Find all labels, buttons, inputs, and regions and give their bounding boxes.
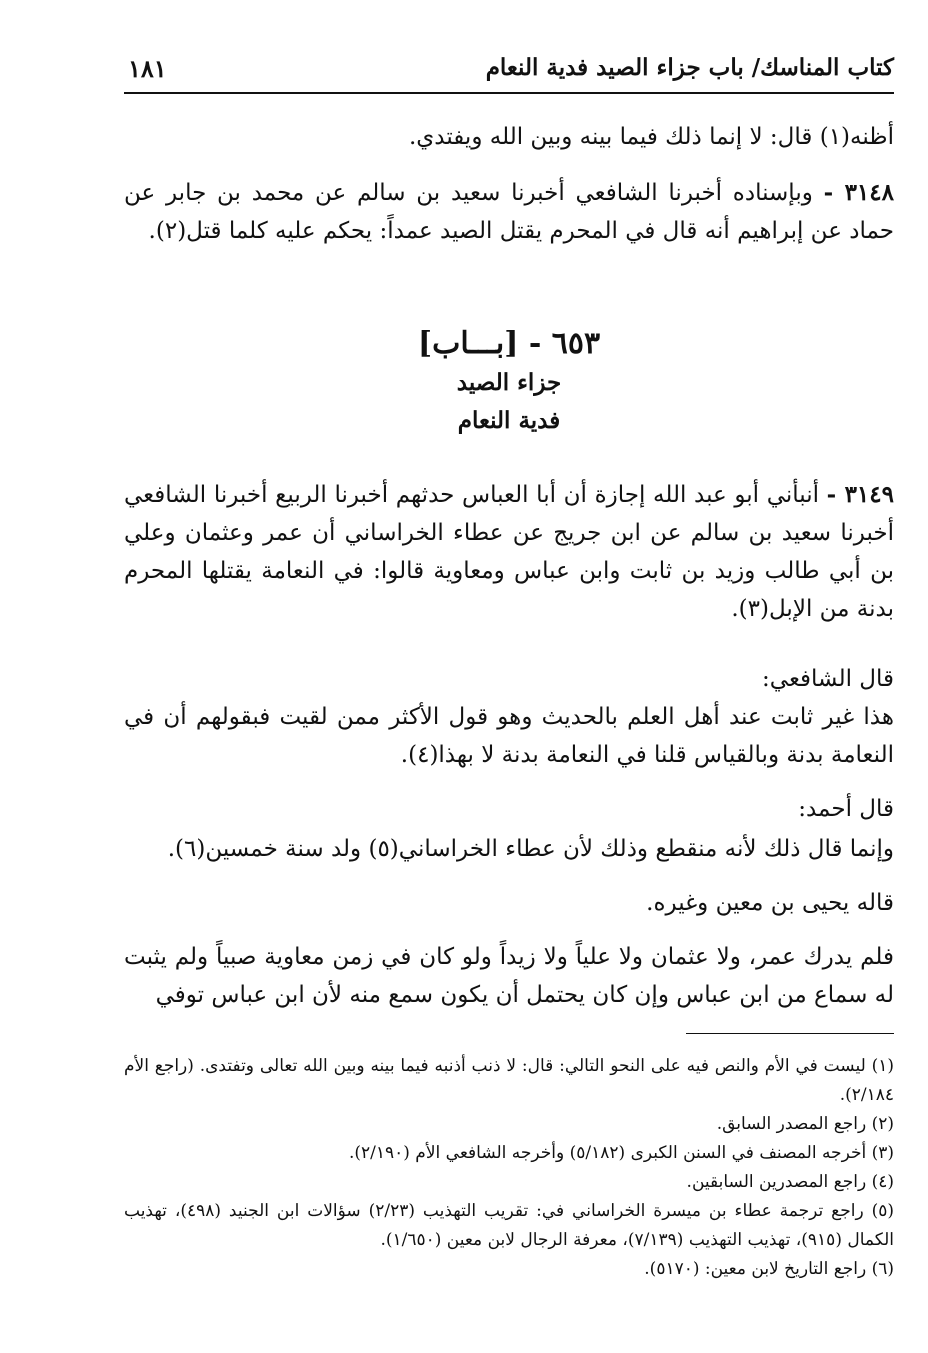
footnote-5: (٥) راجع ترجمة عطاء بن ميسرة الخراساني في: تقريب التهذيب (٢/٢٣) سؤالات ابن الجنيد (٤٩٨)، تهذيب الكمال (٩١٥)، تهذيب التهذيب (٧/١٣٩)، معرفة الرجال لابن معين (١/٦٥٠). <box>124 1201 894 1250</box>
footnote-4: (٤) راجع المصدرين السابقين. <box>686 1172 894 1192</box>
hadith-text: وبإسناده أخبرنا الشافعي أخبرنا سعيد بن سالم عن محمد بن جابر عن حماد عن إبراهيم أنه قال في المحرم يقتل الصيد عمداً: يحكم عليه كلما قتل(٢). <box>124 180 894 244</box>
chapter-title: جزاء الصيد <box>456 369 562 396</box>
ahmad-label: قال أحمد: <box>798 796 894 822</box>
ahmad-text: وإنما قال ذلك لأنه منقطع وذلك لأن عطاء الخراساني(٥) ولد سنة خمسين(٦). <box>167 836 894 862</box>
shafii-text: هذا غير ثابت عند أهل العلم بالحديث وهو قول الأكثر ممن لقيت فبقولهم أن في النعامة بدنة وبالقياس قلنا في النعامة بدنة لا بهذا(٤). <box>124 704 894 768</box>
hadith-number: ٣١٤٩ - <box>826 481 894 508</box>
footnote-2: (٢) راجع المصدر السابق. <box>716 1114 894 1134</box>
footnote-divider <box>686 1033 894 1034</box>
hadith-3148 <box>124 174 894 250</box>
ahmad-text-3: فلم يدرك عمر، ولا عثمان ولا علياً ولا زيداً ولو كان في زمن معاوية صبياً ولم يثبت له سماع من ابن عباس وإن كان يحتمل أن يكون سمع منه لأن ابن عباس توفي <box>124 944 894 1008</box>
header-title: كتاب المناسك/ باب جزاء الصيد فدية النعام <box>485 54 894 81</box>
hadith-3149 <box>124 476 894 628</box>
ahmad-text-2: قاله يحيى بن معين وغيره. <box>646 890 894 916</box>
footnote-1: (١) ليست في الأم والنص فيه على النحو التالي: قال: لا ذنب أذنبه فيما بينه وبين الله تعالى وتفتدى. (راجع الأم ٢/١٨٤). <box>124 1056 894 1105</box>
chapter-heading <box>124 324 894 440</box>
hadith-number: ٣١٤٨ - <box>823 179 894 206</box>
book-page <box>124 0 894 1353</box>
hadith-text: أنبأني أبو عبد الله إجازة أن أبا العباس حدثهم أخبرنا الربيع أخبرنا الشافعي أخبرنا سعيد بن سالم عن ابن جريج عن عطاء الخراساني أن عمر وعثمان وعلي بن أبي طالب وزيد بن ثابت وابن عباس ومعاوية قالوا: في النعامة يقتلها المحرم بدنة من الإبل(٣). <box>124 482 894 622</box>
footnote-6: (٦) راجع التاريخ لابن معين: (٥١٧٠). <box>644 1259 894 1279</box>
footnotes <box>124 1052 894 1284</box>
bab-number-heading: ٦٥٣ - [بـــاب] <box>417 326 601 361</box>
page-number: ١٨١ <box>128 54 167 83</box>
intro-paragraph: أظنه(١) قال: لا إنما ذلك فيما بينه وبين الله ويفتدي. <box>408 124 894 150</box>
running-header <box>124 48 894 94</box>
footnote-3: (٣) أخرجه المصنف في السنن الكبرى (٥/١٨٢) وأخرجه الشافعي الأم (٢/١٩٠). <box>348 1143 894 1163</box>
chapter-subtitle: فدية النعام <box>457 407 561 434</box>
shafii-label: قال الشافعي: <box>762 666 894 692</box>
